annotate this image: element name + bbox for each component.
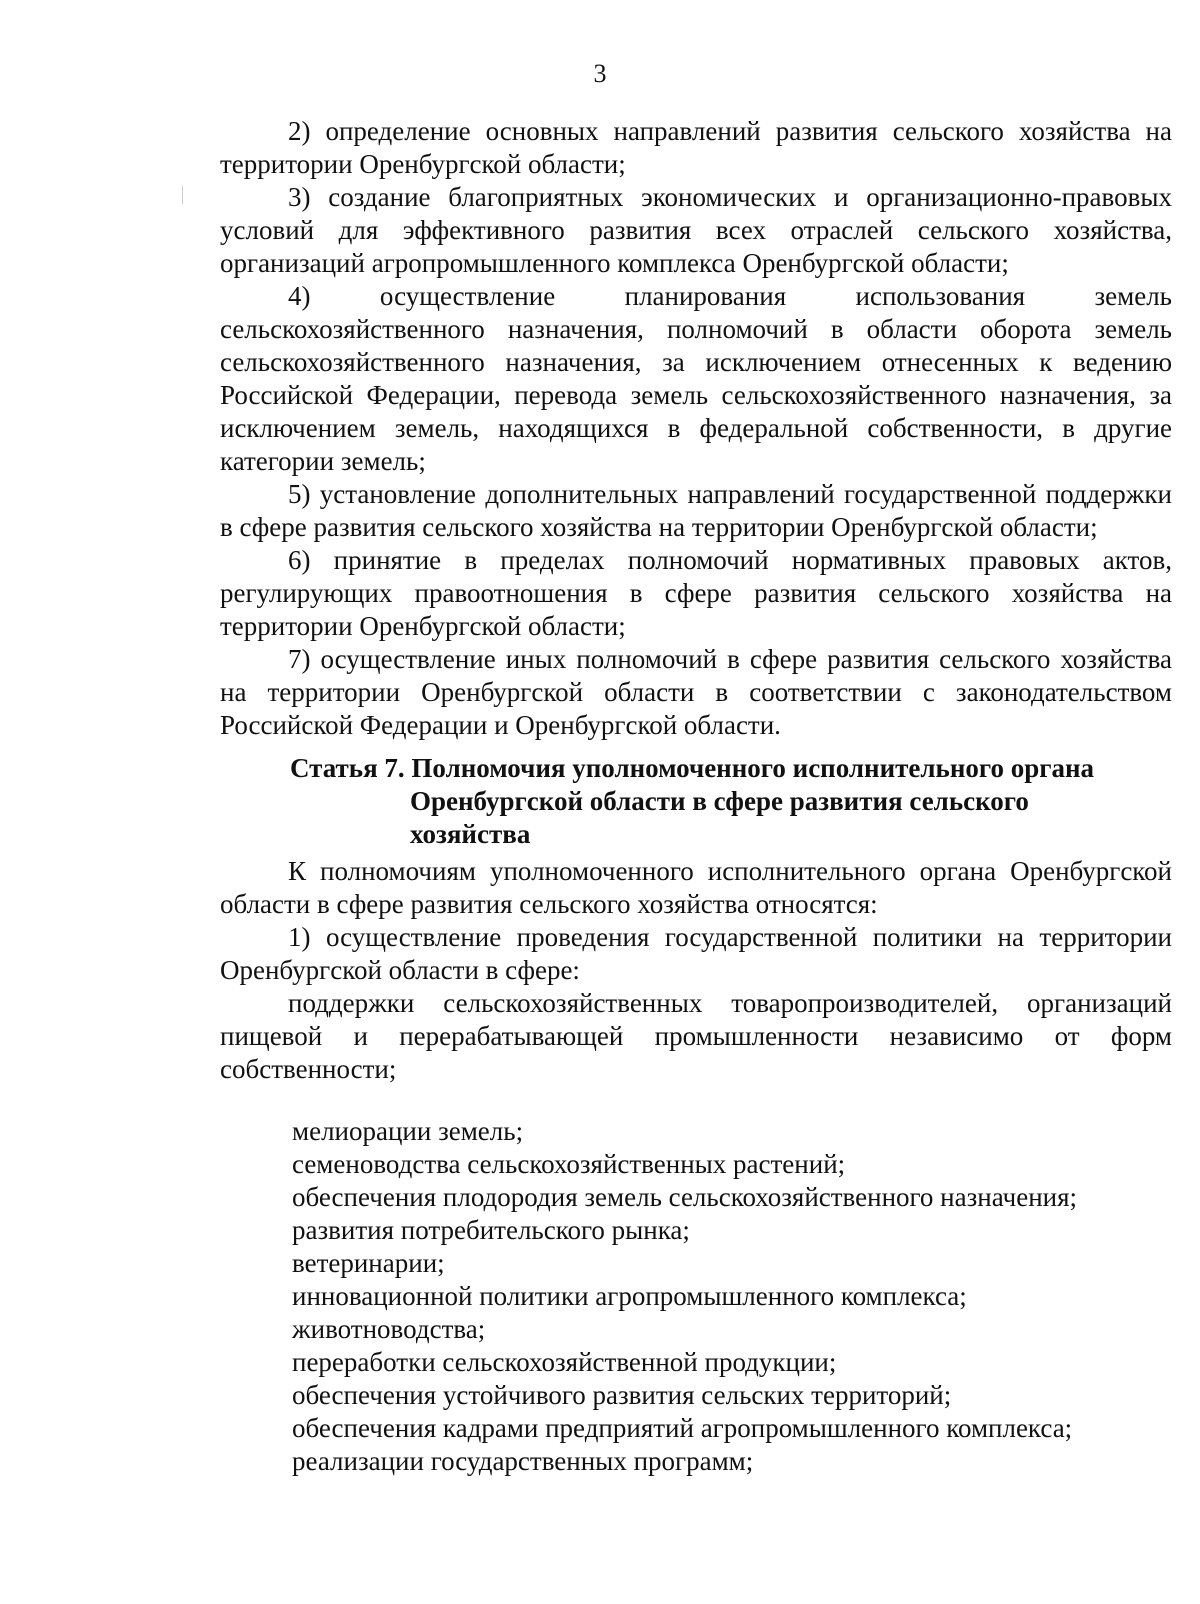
page-number: 3	[593, 59, 607, 88]
list-item: мелиорации земель;	[292, 1116, 524, 1146]
paragraph-item-3: 3) создание благоприятных экономических и организационно-правовых условий для эффективного развития всех отраслей сельского хозяйства, организаций агропромышленного комплекса Оренбургской области;	[220, 182, 1172, 278]
paragraph-intro: К полномочиям уполномоченного исполнительного органа Оренбургской области в сфере развития сельского хозяйства относятся:	[220, 856, 1172, 919]
body-top	[220, 115, 1172, 742]
list-item: обеспечения плодородия земель сельскохозяйственного назначения;	[292, 1182, 1078, 1212]
list-item: ветеринарии;	[292, 1248, 445, 1278]
article-heading-title: Статья 7. Полномочия уполномоченного исполнительного органа	[290, 753, 1095, 783]
paragraph-item-5: 5) установление дополнительных направлений государственной поддержки в сфере развития сельского хозяйства на территории Оренбургской области;	[220, 479, 1172, 542]
list-item: реализации государственных программ;	[292, 1446, 754, 1476]
list-item: семеноводства сельскохозяйственных растений;	[292, 1149, 846, 1179]
list-item: животноводства;	[292, 1314, 486, 1344]
list-item: развития потребительского рынка;	[292, 1215, 690, 1245]
paragraph-item-6: 6) принятие в пределах полномочий нормативных правовых актов, регулирующих правоотношения в сфере развития сельского хозяйства на территории Оренбургской области;	[220, 545, 1172, 641]
paragraph-item-4: 4) осуществление планирования использования земель сельскохозяйственного назначения, полномочий в области оборота земель сельскохозяйственного назначения, за исключением отнесенных к ведению Российской Федерации, перевода земель сельскохозяйственного назначения, за исключением земель, находящихся в федеральной собственности, в другие категории земель;	[220, 281, 1172, 476]
list-item: инновационной политики агропромышленного комплекса;	[292, 1281, 967, 1311]
paragraph-item-7: 7) осуществление иных полномочий в сфере развития сельского хозяйства на территории Оренбургской области в соответствии с законодательством Российской Федерации и Оренбургской области.	[220, 644, 1172, 740]
list-item: обеспечения устойчивого развития сельских территорий;	[292, 1380, 952, 1410]
list-item: обеспечения кадрами предприятий агропромышленного комплекса;	[292, 1413, 1073, 1443]
list-item: переработки сельскохозяйственной продукции;	[292, 1347, 837, 1377]
paragraph-item-1: 1) осуществление проведения государственной политики на территории Оренбургской области в сфере:	[220, 922, 1172, 985]
article-heading-continuation: Оренбургской области в сфере развития сельского хозяйства	[410, 786, 1029, 849]
policy-areas-list	[292, 1115, 1172, 1478]
body-bottom	[220, 855, 1172, 1086]
margin-mark	[182, 186, 183, 204]
paragraph-item-2: 2) определение основных направлений развития сельского хозяйства на территории Оренбургской области;	[220, 116, 1172, 179]
article-heading	[290, 752, 1150, 851]
paragraph-support: поддержки сельскохозяйственных товаропроизводителей, организаций пищевой и перерабатывающей промышленности независимо от форм собственности;	[220, 988, 1172, 1084]
